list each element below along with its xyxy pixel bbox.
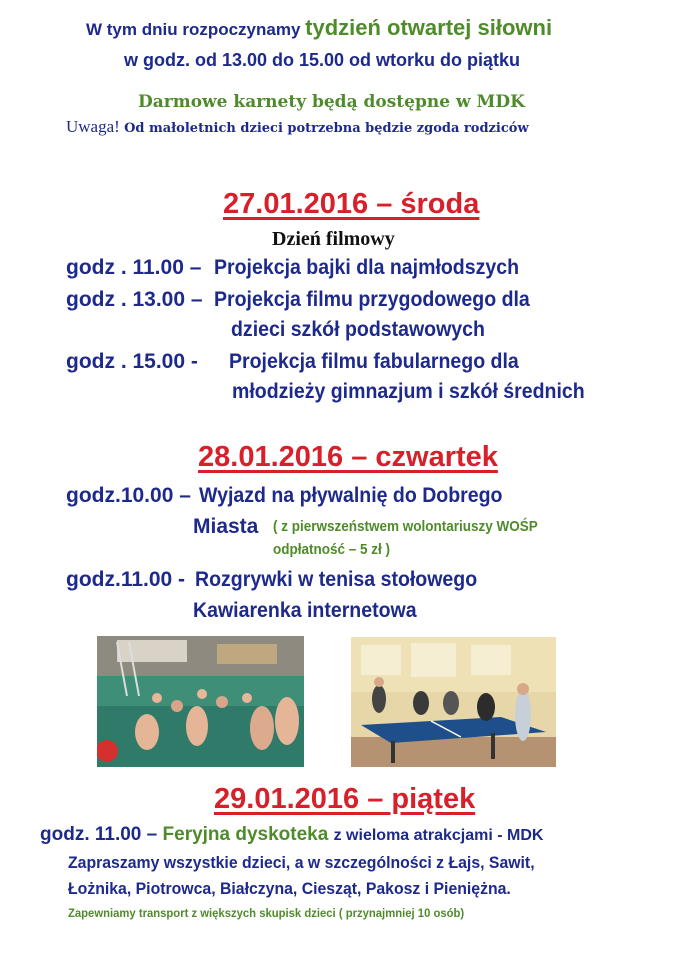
day2-item-1-time: godz.10.00 – [66, 484, 191, 507]
intro-line-2: w godz. od 13.00 do 15.00 od wtorku do piątku [124, 50, 521, 70]
day2-item-1-text2: Miasta [193, 515, 259, 538]
day2-date: 28.01.2016 – czwartek [198, 441, 498, 473]
day2-item-2-text2: Kawiarenka internetowa [193, 599, 417, 622]
day1-subtitle: Dzień filmowy [272, 228, 395, 250]
intro-line-4 [66, 117, 529, 137]
day3-time: godz. 11.00 – [40, 824, 158, 845]
day1-item-2-text: Projekcja filmu przygodowego dla [214, 288, 530, 311]
day1-item-2-time: godz . 13.00 – [66, 288, 203, 311]
day2-item-1-note2: odpłatność – 5 zł ) [273, 541, 391, 558]
intro-warning-text: Od małoletnich dzieci potrzebna będzie zgoda rodziców [124, 121, 529, 136]
day1-item-3-text: Projekcja filmu fabularnego dla [229, 350, 519, 373]
table-tennis-photo [351, 637, 556, 767]
day3-line-4: Zapewniamy transport z większych skupisk dzieci ( przynajmniej 10 osób) [68, 906, 465, 920]
intro-line-1-prefix: W tym dniu rozpoczynamy [86, 20, 306, 39]
day2-item-2-time: godz.11.00 - [66, 568, 186, 591]
day3-line-1 [40, 824, 543, 846]
intro-highlight: tydzień otwartej siłowni [305, 15, 553, 40]
day1-item-1-text: Projekcja bajki dla najmłodszych [214, 256, 520, 279]
day3-event: Feryjna dyskoteka [162, 824, 329, 845]
intro-line-3: Darmowe karnety będą dostępne w MDK [138, 92, 525, 112]
day1-date: 27.01.2016 – środa [223, 188, 480, 220]
day3-line-2: Zapraszamy wszystkie dzieci, a w szczególności z Łajs, Sawit, [68, 853, 535, 872]
day3-event-rest: z wieloma atrakcjami - MDK [333, 827, 544, 844]
day1-item-2-text2: dzieci szkół podstawowych [231, 318, 485, 341]
day1-item-3-time: godz . 15.00 - [66, 350, 198, 373]
swimming-pool-illustration [97, 636, 304, 767]
day2-item-1-text: Wyjazd na pływalnię do Dobrego [199, 484, 503, 507]
day2-item-1-note1: ( z pierwszeństwem wolontariuszy WOŚP [273, 518, 538, 535]
day3-date: 29.01.2016 – piątek [214, 783, 476, 815]
swimming-pool-photo [97, 636, 304, 767]
day1-item-1-time: godz . 11.00 – [66, 256, 202, 279]
day3-line-3: Łożnika, Piotrowca, Białczyna, Ciesząt, Pakosz i Pieniężna. [68, 879, 511, 898]
day2-item-2-text: Rozgrywki w tenisa stołowego [195, 568, 478, 591]
day1-item-3-text2: młodzieży gimnazjum i szkół średnich [232, 380, 585, 403]
intro-warning-label: Uwaga! [66, 117, 125, 136]
table-tennis-illustration [351, 637, 556, 767]
intro-line-1 [86, 15, 552, 41]
